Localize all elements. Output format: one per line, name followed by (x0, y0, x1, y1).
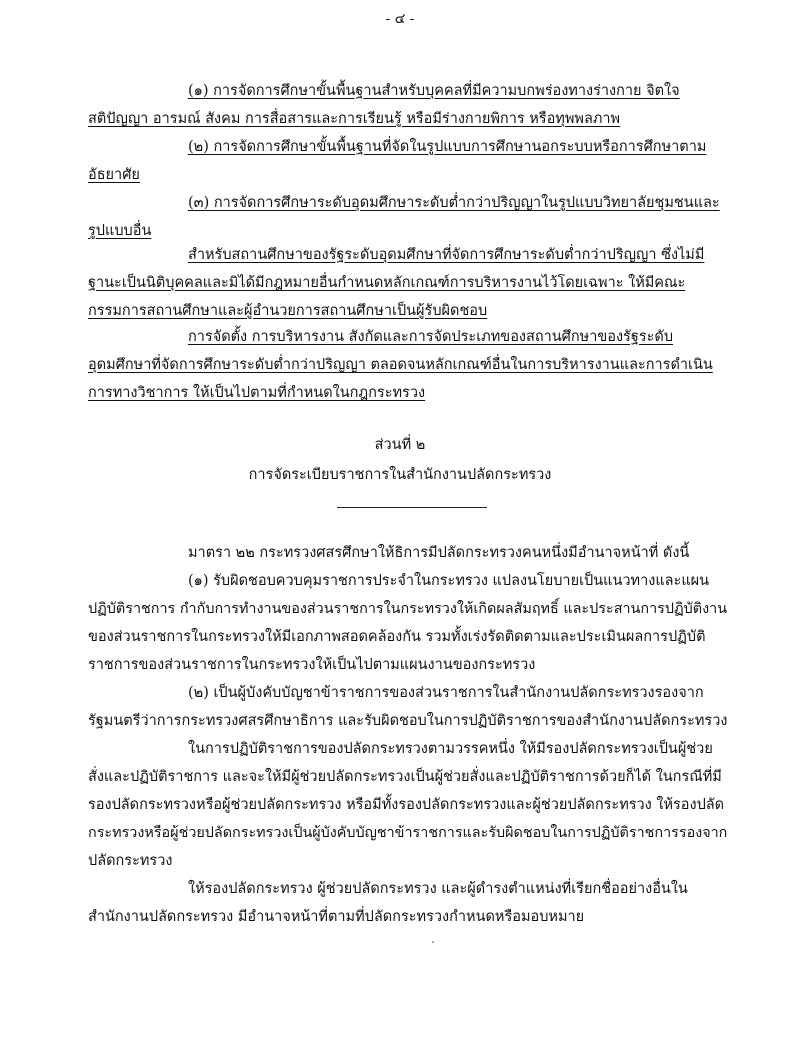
item-1-line-2: สติปัญญา อารมณ์ สังคม การสื่อสารและการเรียนรู้ หรือมีร่างกายพิการ หรือทุพพลภาพ (88, 111, 621, 127)
duty-2-line-1: (๒) เป็นผู้บังคับบัญชาข้าราชการของส่วนราชการในสำนักงานปลัดกระทรวงรองจาก (188, 685, 704, 701)
article-22-line-1: มาตรา ๒๒ กระทรวงศสรศึกษาให้ธิการมีปลัดกระทรวงคนหนึ่งมีอำนาจหน้าที่ ดังนี้ (188, 545, 690, 561)
duty-1-line-2: ปฏิบัติราชการ กำกับการทำงานของส่วนราชการในกระทรวงให้เกิดผลสัมฤทธิ์ และประสานการปฏิบัติงาน (88, 601, 728, 617)
duty-1-line-3: ของส่วนราชการในกระทรวงให้มีเอกภาพสอดคล้องกัน รวมทั้งเร่งรัดติดตามและประเมินผลการปฏิบัติ (88, 629, 706, 645)
duty-1-line-4: ราชการของส่วนราชการในกระทรวงให้เป็นไปตามแผนงานของกระทรวง (88, 657, 536, 673)
section-subheading: การจัดระเบียบราชการในสำนักงานปลัดกระทรวง (248, 467, 552, 483)
item-2-line-2: อัธยาศัย (88, 167, 140, 183)
item-3-line-2: รูปแบบอื่น (88, 223, 152, 239)
duty-1-line-1: (๑) รับผิดชอบควบคุมราชการประจำในกระทรวง แปลงนโยบายเป็นแนวทางและแผน (188, 573, 710, 589)
para-1-line-3: กรรมการสถานศึกษาและผู้อำนวยการสถานศึกษาเป็นผู้รับผิดชอบ (88, 303, 488, 319)
para-4-line-1: ให้รองปลัดกระทรวง ผู้ช่วยปลัดกระทรวง และผู้ดำรงตำแหน่งที่เรียกชื่ออย่างอื่นใน (188, 881, 688, 897)
section-heading: ส่วนที่ ๒ (374, 437, 426, 453)
scan-speck (432, 941, 434, 943)
para-3-line-1: ในการปฏิบัติราชการของปลัดกระทรวงตามวรรคหนึ่ง ให้มีรองปลัดกระทรวงเป็นผู้ช่วย (188, 741, 713, 757)
para-2-line-3: การทางวิชาการ ให้เป็นไปตามที่กำหนดในกฎกระทรวง (88, 385, 426, 401)
para-3-line-4: กระทรวงหรือผู้ช่วยปลัดกระทรวงเป็นผู้บังคับบัญชาข้าราชการและรับผิดชอบในการปฏิบัติราชการรองจาก (88, 825, 728, 841)
item-2-line-1: (๒) การจัดการศึกษาขั้นพื้นฐานที่จัดในรูปแบบการศึกษานอกระบบหรือการศึกษาตาม (188, 139, 707, 155)
para-1-line-2: ฐานะเป็นนิติบุคคลและมิได้มีกฎหมายอื่นกำหนดหลักเกณฑ์การบริหารงานไว้โดยเฉพาะ ให้มีคณะ (88, 275, 686, 291)
item-3-line-1: (๓) การจัดการศึกษาระดับอุดมศึกษาระดับต่ำกว่าปริญญาในรูปแบบวิทยาลัยชุมชนและ (188, 195, 720, 211)
page-number: - ๔ - (385, 11, 415, 27)
para-3-line-3: รองปลัดกระทรวงหรือผู้ช่วยปลัดกระทรวง หรือมีทั้งรองปลัดกระทรวงและผู้ช่วยปลัดกระทรวง ให้รองปลัด (88, 797, 725, 813)
para-1-line-1: สำหรับสถานศึกษาของรัฐระดับอุดมศึกษาที่จัดการศึกษาระดับต่ำกว่าปริญญา ซึ่งไม่มี (188, 247, 705, 263)
heading-rule (337, 507, 487, 508)
para-3-line-5: ปลัดกระทรวง (88, 853, 173, 869)
item-1-line-1: (๑) การจัดการศึกษาขั้นพื้นฐานสำหรับบุคคลที่มีความบกพร่องทางร่างกาย จิตใจ (188, 83, 680, 99)
duty-2-line-2: รัฐมนตรีว่าการกระทรวงศสรศึกษาธิการ และรับผิดชอบในการปฏิบัติราชการของสำนักงานปลัดกระทรวง (88, 713, 728, 729)
para-4-line-2: สำนักงานปลัดกระทรวง มีอำนาจหน้าที่ตามที่ปลัดกระทรวงกำหนดหรือมอบหมาย (88, 909, 585, 925)
para-3-line-2: สั่งและปฏิบัติราชการ และจะให้มีผู้ช่วยปลัดกระทรวงเป็นผู้ช่วยสั่งและปฏิบัติราชการด้วยก็ได้ ในกรณีที่มี (88, 769, 722, 785)
para-2-line-1: การจัดตั้ง การบริหารงาน สังกัดและการจัดประเภทของสถานศึกษาของรัฐระดับ (188, 329, 674, 345)
para-2-line-2: อุดมศึกษาที่จัดการศึกษาระดับต่ำกว่าปริญญา ตลอดจนหลักเกณฑ์อื่นในการบริหารงานและการดำเนิน (88, 357, 713, 373)
